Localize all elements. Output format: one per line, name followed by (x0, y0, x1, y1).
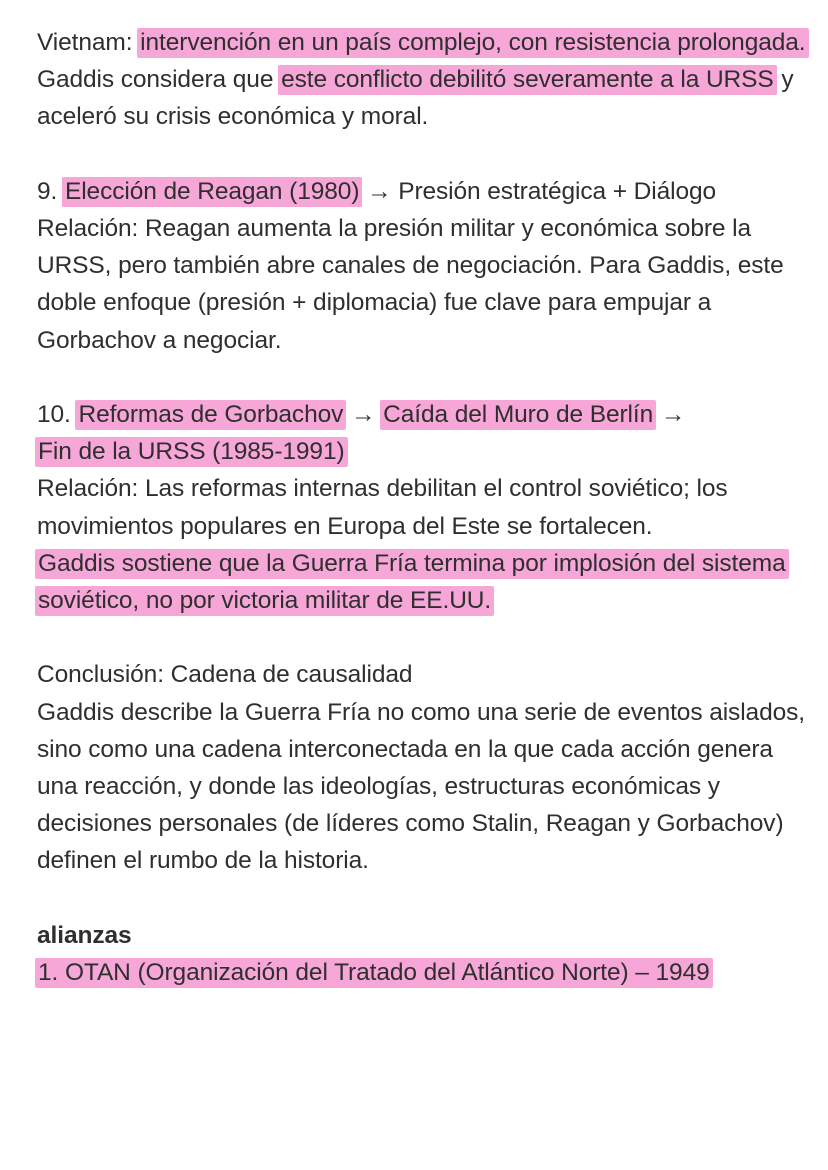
conclusion-title: Conclusión: Cadena de causalidad (37, 661, 413, 689)
item10-arrow-2: → (660, 401, 686, 428)
item10-highlight-reformas: Reformas de Gorbachov (75, 400, 346, 430)
conclusion-body: Gaddis describe la Guerra Fría no como una serie de eventos aislados, sino como una cadena interconectada en la que cada acción genera una reacción, y donde las ideologías, estructuras económicas y decisiones personales (de líderes como Stalin, Reagan y Gorbachov) definen el rumbo de la historia. (37, 698, 805, 875)
alianzas-section (37, 917, 807, 991)
item9-paragraph (37, 173, 807, 359)
spacer (37, 880, 807, 917)
item9-number: 9. (37, 177, 58, 205)
item10-arrow-1: → (351, 401, 376, 428)
item9-highlight: Elección de Reagan (1980) (62, 177, 362, 207)
item10-paragraph (37, 396, 807, 619)
spacer (37, 619, 807, 656)
item10-highlight-muro: Caída del Muro de Berlín (380, 400, 656, 430)
alianzas-heading: alianzas (37, 921, 132, 949)
vietnam-gaddis-suffix: y aceleró su crisis económica y moral. (37, 66, 794, 131)
spacer (37, 359, 807, 396)
conclusion-paragraph (37, 656, 807, 879)
vietnam-highlight: intervención en un país complejo, con resistencia prolongada. (137, 28, 808, 58)
note-document (37, 24, 807, 991)
vietnam-gaddis-highlight: este conflicto debilitó severamente a la URSS (278, 65, 777, 95)
item10-relation: Relación: Las reformas internas debilitan el control soviético; los movimientos populares en Europa del Este se fortalecen. (37, 475, 728, 540)
item10-number: 10. (37, 401, 71, 428)
vietnam-label: Vietnam: (37, 29, 133, 56)
item10-highlight-fin-urss: Fin de la URSS (1985-1991) (35, 437, 348, 467)
alianzas-item-otan: 1. OTAN (Organización del Tratado del Atlántico Norte) – 1949 (35, 958, 713, 988)
item10-gaddis-highlight: Gaddis sostiene que la Guerra Fría termina por implosión del sistema soviético, no por victoria militar de EE.UU. (35, 549, 789, 616)
item9-rest: → Presión estratégica + Diálogo (367, 177, 717, 205)
vietnam-gaddis-prefix: Gaddis considera que (37, 66, 274, 94)
vietnam-paragraph (37, 24, 807, 136)
spacer (37, 136, 807, 173)
item9-relation: Relación: Reagan aumenta la presión militar y económica sobre la URSS, pero también abre canales de negociación. Para Gaddis, este doble enfoque (presión + diplomacia) fue clave para empujar a Gorbachov a negociar. (37, 215, 784, 354)
